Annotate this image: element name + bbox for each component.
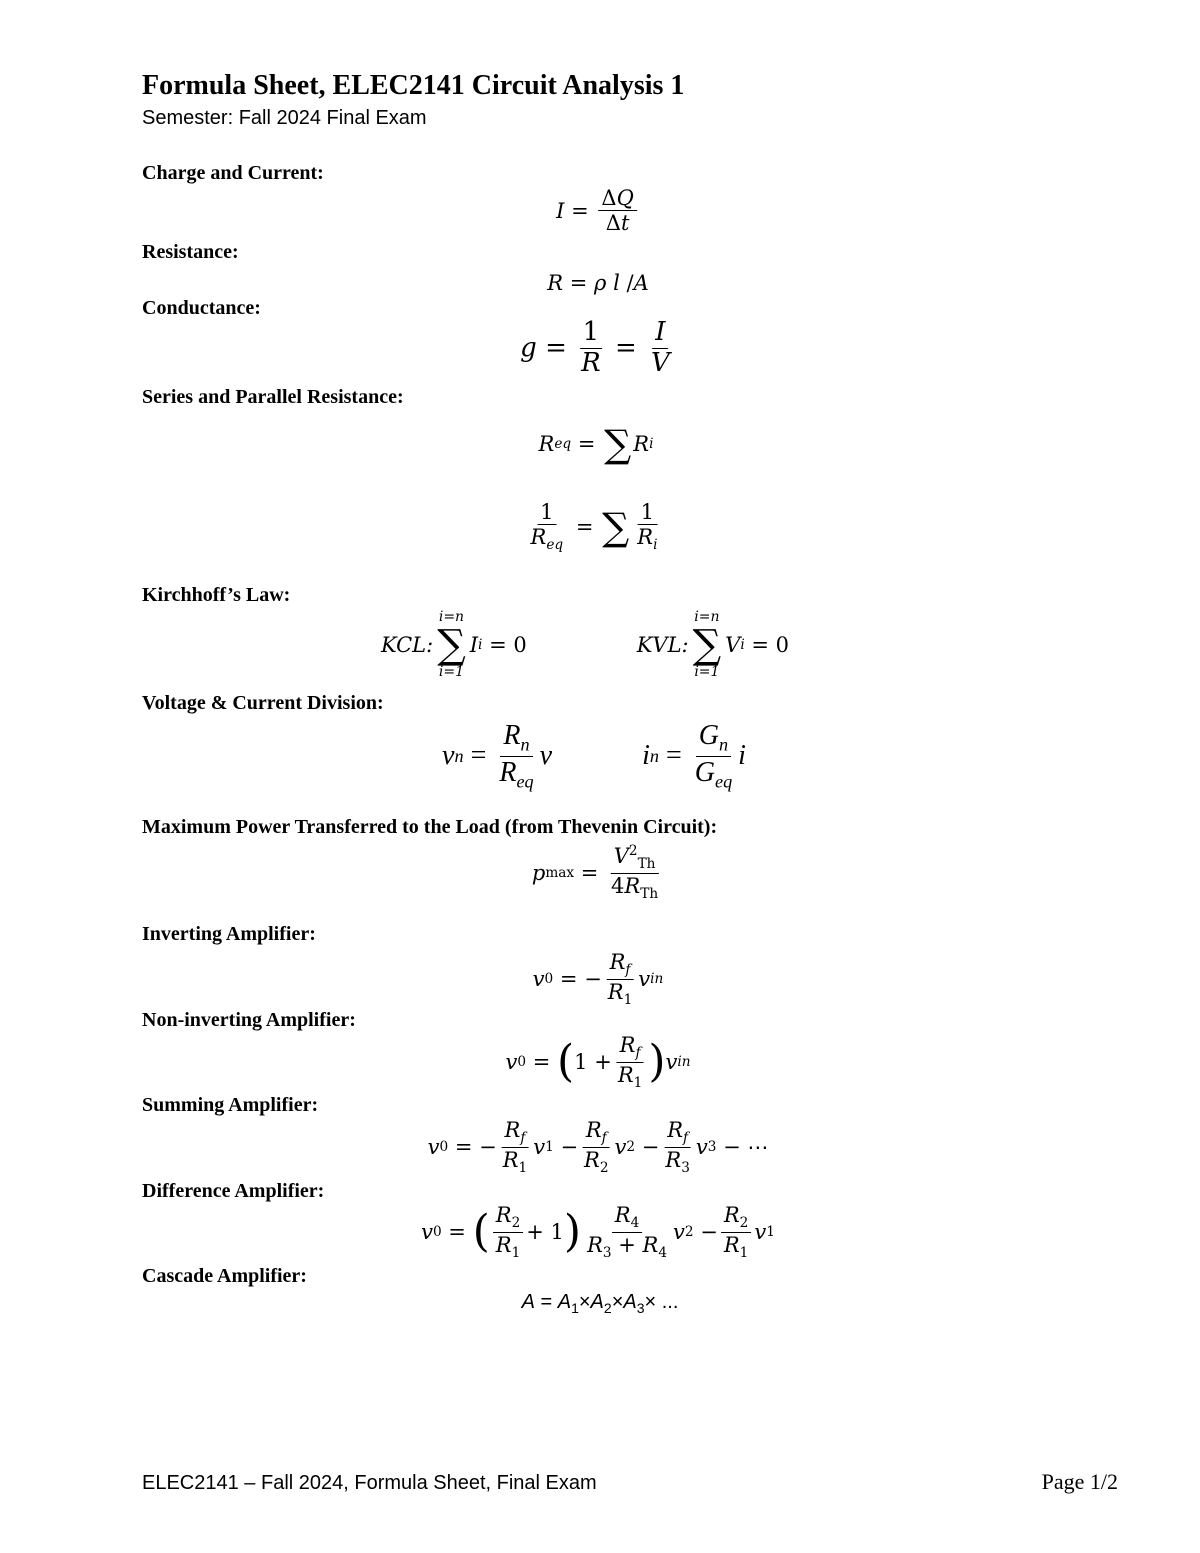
formula-series: R eq = ∑ R i <box>538 422 654 466</box>
formula-non-inverting: v 0 = ( 1 + $\frac{R_f}{R_1}$ ) v in <box>505 1033 691 1092</box>
heading-division: Voltage & Current Division: <box>142 692 384 714</box>
formula-max-power: p max = $\frac{V^2_{Th}}{4R_{Th}}$ <box>531 843 659 903</box>
heading-difference: Difference Amplifier: <box>142 1180 325 1202</box>
formula-summing: v 0 = − $\frac{R_f}{R_1}$ v 1 − $\frac{R_f}{R_2}$ v 2 − $\frac{R_f}{R_3}$ v 3 − ⋯ <box>427 1118 769 1177</box>
footer-left: ELEC2141 – Fall 2024, Formula Sheet, Final Exam <box>142 1472 597 1494</box>
heading-charge-current: Charge and Current: <box>142 162 324 184</box>
heading-resistance: Resistance: <box>142 241 239 263</box>
heading-conductance: Conductance: <box>142 297 261 319</box>
formula-kirchhoff: KCL: i=n ∑ i=1 I i = 0 KVL: i=n ∑ i=1 V i = 0 <box>380 609 790 681</box>
heading-cascade: Cascade Amplifier: <box>142 1265 307 1287</box>
formula-parallel: $\frac{1}{R_{eq}}$ = ∑ $\frac{1}{R_i}$ <box>530 500 658 554</box>
heading-non-inverting: Non-inverting Amplifier: <box>142 1009 356 1031</box>
kvl-label: KVL: <box>636 633 689 658</box>
formula-conductance: g = $\frac{1}{R}$ = $\frac{I}{V}$ <box>520 317 670 378</box>
page-number: Page 1/2 <box>1041 1469 1118 1494</box>
kcl-label: KCL: <box>380 633 434 658</box>
formula-difference: v 0 = ( $\frac{R_2}{R_1}$ + 1 ) $\frac{R_4}{R_3 + R_4}$ v 2 − $\frac{R_2}{R_1}$ v 1 <box>421 1203 775 1262</box>
heading-kirchhoff: Kirchhoff’s Law: <box>142 584 291 606</box>
formula-division: v n = $\frac{R_n}{R_{eq}}$ v i n = $\frac{G_n}{G_{eq}}$ i <box>442 720 746 792</box>
heading-inverting: Inverting Amplifier: <box>142 923 316 945</box>
formula-inverting: v 0 = − $\frac{R_f}{R_1}$ v in <box>532 950 664 1009</box>
heading-max-power: Maximum Power Transferred to the Load (from Thevenin Circuit): <box>142 816 718 838</box>
formula-current: I = $\frac{\Delta Q}{\Delta t}$ <box>556 186 640 235</box>
heading-summing: Summing Amplifier: <box>142 1094 319 1116</box>
heading-series-parallel: Series and Parallel Resistance: <box>142 386 404 408</box>
page-title: Formula Sheet, ELEC2141 Circuit Analysis 1 <box>142 70 685 101</box>
formula-cascade: $A = A_1\times A_2\times A_3\times$ ... <box>521 1291 679 1316</box>
page-subtitle: Semester: Fall 2024 Final Exam <box>142 107 427 129</box>
formula-resistance: R = ρ l /A <box>547 271 649 295</box>
